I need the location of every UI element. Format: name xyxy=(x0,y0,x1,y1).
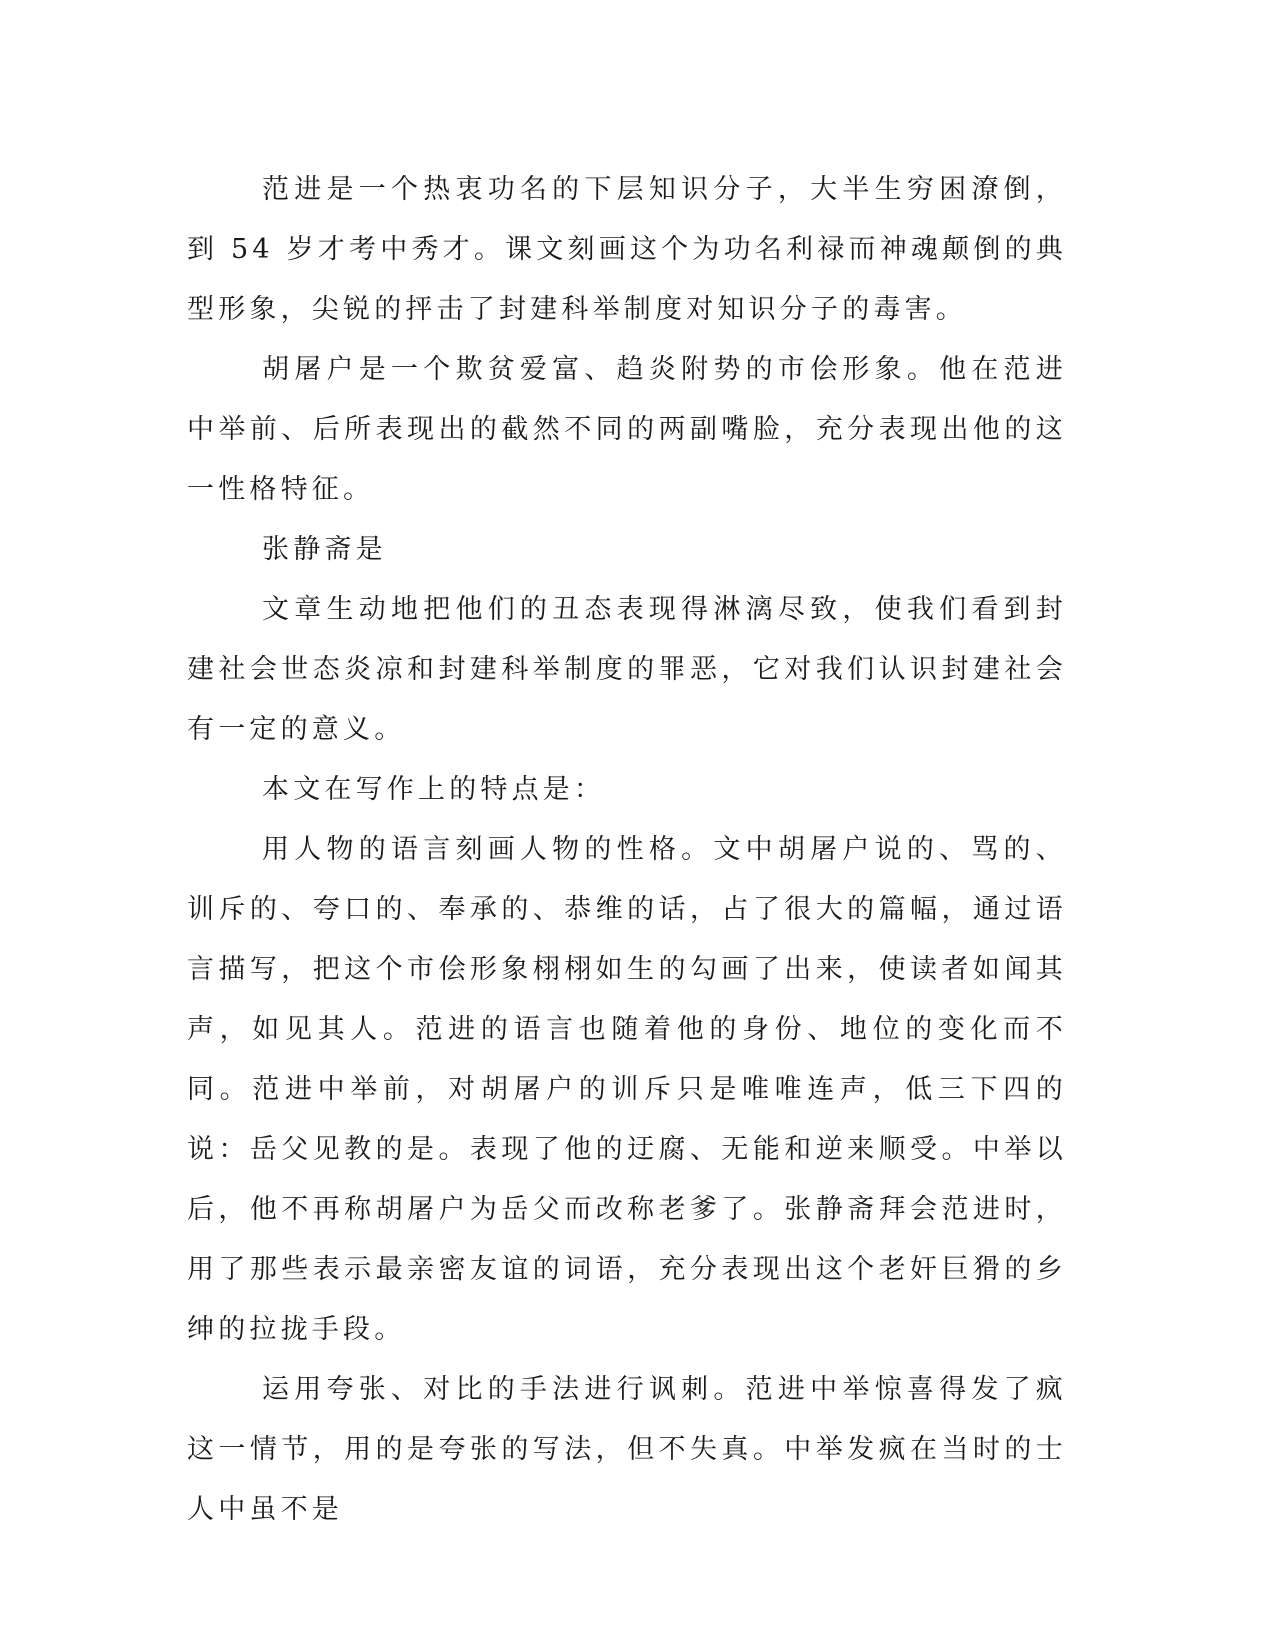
document-body xyxy=(187,160,1067,1540)
paragraph-significance: 文章生动地把他们的丑态表现得淋漓尽致，使我们看到封建社会世态炎凉和封建科举制度的罪恶，它对我们认识封建社会有一定的意义。 xyxy=(187,594,1067,745)
paragraph-zhang-jingzhai: 张静斋是 xyxy=(262,534,387,565)
paragraph-language-characterization: 用人物的语言刻画人物的性格。文中胡屠户说的、骂的、训斥的、夸口的、奉承的、恭维的话，占了很大的篇幅，通过语言描写，把这个市侩形象栩栩如生的勾画了出来，使读者如闻其声，如见其人。范进的语言也随着他的身份、地位的变化而不同。范进中举前，对胡屠户的训斥只是唯唯连声，低三下四的说：岳父见教的是。表现了他的迂腐、无能和逆来顺受。中举以后，他不再称胡屠户为岳父而改称老爹了。张静斋拜会范进时，用了那些表示最亲密友谊的词语，充分表现出这个老奸巨猾的乡绅的拉拢手段。 xyxy=(187,834,1067,1345)
paragraph-hu-tuhu: 胡屠户是一个欺贫爱富、趋炎附势的市侩形象。他在范进中举前、后所表现出的截然不同的两副嘴脸，充分表现出他的这一性格特征。 xyxy=(187,354,1067,505)
paragraph-writing-features-intro: 本文在写作上的特点是： xyxy=(262,774,606,805)
paragraph-fan-jin: 范进是一个热衷功名的下层知识分子，大半生穷困潦倒，到 54 岁才考中秀才。课文刻画这个为功名利禄而神魂颠倒的典型形象，尖锐的抨击了封建科举制度对知识分子的毒害。 xyxy=(187,174,1067,325)
paragraph-exaggeration-contrast: 运用夸张、对比的手法进行讽刺。范进中举惊喜得发了疯这一情节，用的是夸张的写法，但不失真。中举发疯在当时的士人中虽不是 xyxy=(187,1374,1067,1525)
